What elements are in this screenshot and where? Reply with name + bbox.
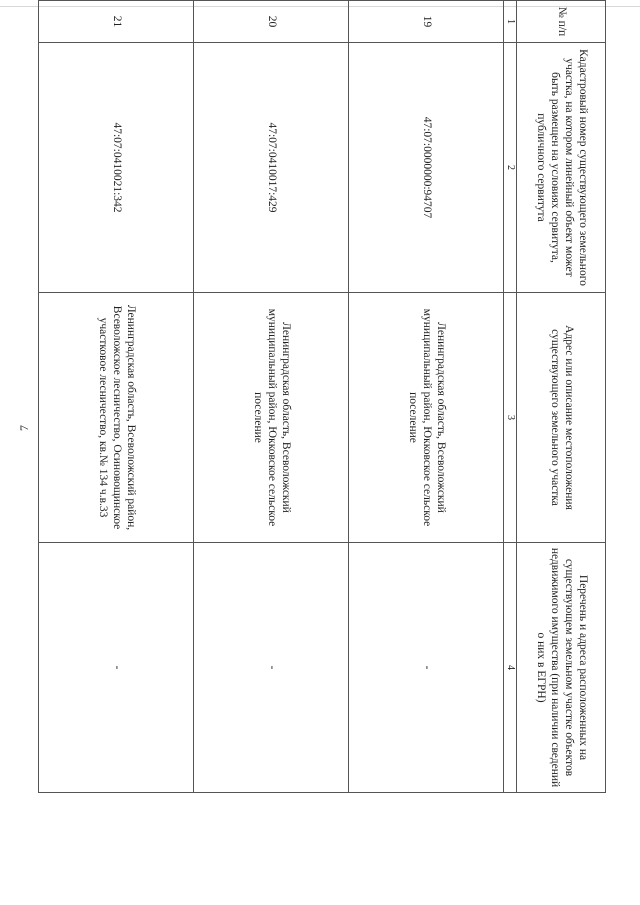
row-objects: - [194, 543, 349, 793]
column-number-row [504, 1, 517, 793]
rotated-table-wrapper [54, 0, 606, 792]
header-address: Адрес или описание местоположения существующего земельного участка [517, 293, 606, 543]
row-objects: - [39, 543, 194, 793]
row-address: Ленинградская область, Всеволожский муниципальный район, Юкковское сельское поселение [194, 293, 349, 543]
page-number: 7 [17, 425, 31, 431]
row-objects: - [349, 543, 504, 793]
table-header-row [517, 1, 606, 793]
column-number: 3 [504, 293, 517, 543]
row-num: 20 [194, 1, 349, 43]
table-row [39, 1, 194, 793]
row-num: 21 [39, 1, 194, 43]
row-cadastral: 47:07:0410021:342 [39, 43, 194, 293]
row-cadastral: 47:07:0410017:429 [194, 43, 349, 293]
column-number: 4 [504, 543, 517, 793]
table-row [349, 1, 504, 793]
column-number: 2 [504, 43, 517, 293]
column-number: 1 [504, 1, 517, 43]
row-address: Ленинградская область, Всеволожский муниципальный район, Юкковское сельское поселение [349, 293, 504, 543]
land-plots-table [38, 0, 606, 793]
table-row [194, 1, 349, 793]
header-cadastral: Кадастровый номер существующего земельного участка, на котором линейный объект может быть размещен на условиях сервитута, публичного сервитута [517, 43, 606, 293]
header-num: № п/п [517, 1, 606, 43]
row-address: Ленинградская область, Всеволожский район, Всеволожское лесничество, Осиновощинское участковое лесничество, кв.№ 134 ч.в.33 [39, 293, 194, 543]
header-objects: Перечень и адреса расположенных на существующем земельном участке объектов недвижимого имущества (при наличии сведений о них в ЕГРН) [517, 543, 606, 793]
row-num: 19 [349, 1, 504, 43]
row-cadastral: 47:07:0000000:94707 [349, 43, 504, 293]
